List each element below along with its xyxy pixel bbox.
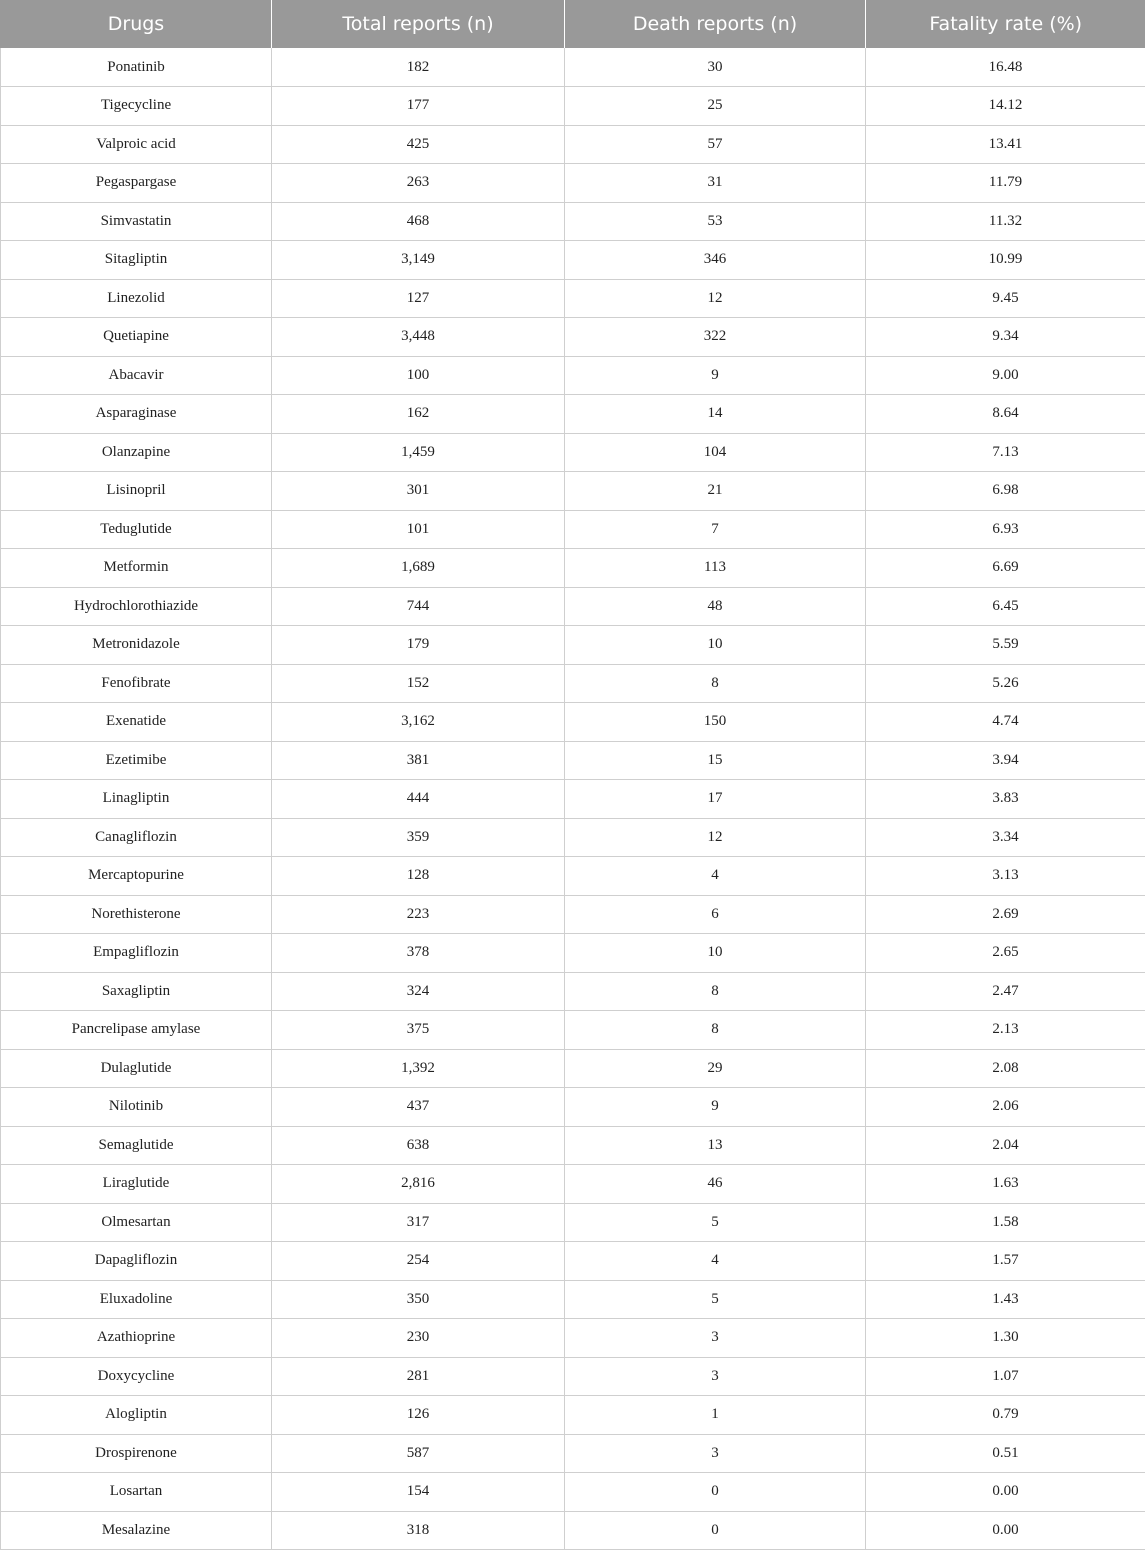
cell-death-reports: 322: [565, 318, 866, 357]
cell-drug-name: Pegaspargase: [1, 164, 272, 203]
cell-fatality-rate: 5.59: [866, 626, 1145, 665]
cell-death-reports: 6: [565, 895, 866, 934]
table-body: [1, 48, 1145, 1550]
cell-total-reports: 126: [272, 1396, 565, 1435]
cell-total-reports: 263: [272, 164, 565, 203]
cell-fatality-rate: 5.26: [866, 664, 1145, 703]
cell-total-reports: 359: [272, 818, 565, 857]
cell-fatality-rate: 9.45: [866, 279, 1145, 318]
cell-drug-name: Liraglutide: [1, 1165, 272, 1204]
cell-death-reports: 31: [565, 164, 866, 203]
cell-death-reports: 346: [565, 241, 866, 280]
table-row: [1, 818, 1145, 857]
table-row: [1, 164, 1145, 203]
table-row: [1, 1126, 1145, 1165]
cell-drug-name: Dulaglutide: [1, 1049, 272, 1088]
cell-total-reports: 223: [272, 895, 565, 934]
cell-fatality-rate: 13.41: [866, 125, 1145, 164]
cell-death-reports: 104: [565, 433, 866, 472]
table-header: [1, 0, 1145, 48]
table-row: [1, 626, 1145, 665]
cell-total-reports: 128: [272, 857, 565, 896]
header-row: [1, 0, 1145, 48]
cell-fatality-rate: 4.74: [866, 703, 1145, 742]
cell-fatality-rate: 2.04: [866, 1126, 1145, 1165]
cell-total-reports: 1,459: [272, 433, 565, 472]
table-row: [1, 1473, 1145, 1512]
cell-drug-name: Linagliptin: [1, 780, 272, 819]
cell-death-reports: 53: [565, 202, 866, 241]
cell-death-reports: 5: [565, 1280, 866, 1319]
table-row: [1, 664, 1145, 703]
cell-total-reports: 350: [272, 1280, 565, 1319]
cell-total-reports: 744: [272, 587, 565, 626]
table-row: [1, 1049, 1145, 1088]
cell-death-reports: 8: [565, 664, 866, 703]
cell-total-reports: 587: [272, 1434, 565, 1473]
table-row: [1, 1396, 1145, 1435]
cell-death-reports: 8: [565, 972, 866, 1011]
table-row: [1, 1357, 1145, 1396]
table-row: [1, 472, 1145, 511]
header-drugs: Drugs: [1, 0, 272, 48]
cell-total-reports: 437: [272, 1088, 565, 1127]
cell-fatality-rate: 2.47: [866, 972, 1145, 1011]
cell-drug-name: Metronidazole: [1, 626, 272, 665]
cell-fatality-rate: 6.98: [866, 472, 1145, 511]
cell-total-reports: 3,162: [272, 703, 565, 742]
cell-drug-name: Nilotinib: [1, 1088, 272, 1127]
cell-total-reports: 375: [272, 1011, 565, 1050]
cell-fatality-rate: 1.63: [866, 1165, 1145, 1204]
cell-total-reports: 101: [272, 510, 565, 549]
cell-fatality-rate: 11.32: [866, 202, 1145, 241]
cell-total-reports: 638: [272, 1126, 565, 1165]
cell-fatality-rate: 2.65: [866, 934, 1145, 973]
cell-total-reports: 127: [272, 279, 565, 318]
cell-drug-name: Linezolid: [1, 279, 272, 318]
cell-total-reports: 2,816: [272, 1165, 565, 1204]
table-row: [1, 1088, 1145, 1127]
cell-drug-name: Asparaginase: [1, 395, 272, 434]
cell-death-reports: 12: [565, 279, 866, 318]
cell-fatality-rate: 1.57: [866, 1242, 1145, 1281]
cell-death-reports: 13: [565, 1126, 866, 1165]
cell-drug-name: Simvastatin: [1, 202, 272, 241]
cell-death-reports: 17: [565, 780, 866, 819]
cell-drug-name: Doxycycline: [1, 1357, 272, 1396]
table-row: [1, 1011, 1145, 1050]
cell-fatality-rate: 3.34: [866, 818, 1145, 857]
table-row: [1, 395, 1145, 434]
table-row: [1, 1165, 1145, 1204]
cell-fatality-rate: 0.51: [866, 1434, 1145, 1473]
header-fatality-rate: Fatality rate (%): [866, 0, 1145, 48]
table-row: [1, 202, 1145, 241]
cell-death-reports: 15: [565, 741, 866, 780]
cell-drug-name: Exenatide: [1, 703, 272, 742]
cell-fatality-rate: 10.99: [866, 241, 1145, 280]
cell-fatality-rate: 16.48: [866, 48, 1145, 87]
cell-death-reports: 3: [565, 1357, 866, 1396]
table-row: [1, 433, 1145, 472]
cell-fatality-rate: 2.06: [866, 1088, 1145, 1127]
cell-death-reports: 8: [565, 1011, 866, 1050]
cell-fatality-rate: 1.30: [866, 1319, 1145, 1358]
cell-total-reports: 324: [272, 972, 565, 1011]
cell-fatality-rate: 2.08: [866, 1049, 1145, 1088]
table-row: [1, 1280, 1145, 1319]
cell-death-reports: 14: [565, 395, 866, 434]
cell-fatality-rate: 2.69: [866, 895, 1145, 934]
cell-drug-name: Sitagliptin: [1, 241, 272, 280]
table-row: [1, 857, 1145, 896]
cell-death-reports: 0: [565, 1473, 866, 1512]
cell-total-reports: 152: [272, 664, 565, 703]
cell-fatality-rate: 6.45: [866, 587, 1145, 626]
cell-death-reports: 0: [565, 1511, 866, 1550]
cell-fatality-rate: 6.69: [866, 549, 1145, 588]
cell-drug-name: Olanzapine: [1, 433, 272, 472]
header-total-reports: Total reports (n): [272, 0, 565, 48]
cell-total-reports: 281: [272, 1357, 565, 1396]
table-row: [1, 1511, 1145, 1550]
cell-death-reports: 3: [565, 1434, 866, 1473]
cell-drug-name: Olmesartan: [1, 1203, 272, 1242]
table-row: [1, 356, 1145, 395]
cell-drug-name: Drospirenone: [1, 1434, 272, 1473]
cell-total-reports: 378: [272, 934, 565, 973]
cell-total-reports: 230: [272, 1319, 565, 1358]
cell-death-reports: 5: [565, 1203, 866, 1242]
cell-drug-name: Semaglutide: [1, 1126, 272, 1165]
cell-drug-name: Mesalazine: [1, 1511, 272, 1550]
cell-fatality-rate: 11.79: [866, 164, 1145, 203]
cell-total-reports: 318: [272, 1511, 565, 1550]
cell-drug-name: Eluxadoline: [1, 1280, 272, 1319]
table-row: [1, 87, 1145, 126]
table-row: [1, 587, 1145, 626]
cell-death-reports: 9: [565, 356, 866, 395]
cell-fatality-rate: 9.34: [866, 318, 1145, 357]
cell-total-reports: 254: [272, 1242, 565, 1281]
table-row: [1, 972, 1145, 1011]
cell-death-reports: 113: [565, 549, 866, 588]
cell-drug-name: Alogliptin: [1, 1396, 272, 1435]
cell-death-reports: 10: [565, 934, 866, 973]
cell-drug-name: Losartan: [1, 1473, 272, 1512]
cell-death-reports: 10: [565, 626, 866, 665]
cell-drug-name: Dapagliflozin: [1, 1242, 272, 1281]
cell-total-reports: 1,689: [272, 549, 565, 588]
table-row: [1, 1434, 1145, 1473]
cell-drug-name: Quetiapine: [1, 318, 272, 357]
cell-fatality-rate: 6.93: [866, 510, 1145, 549]
cell-total-reports: 468: [272, 202, 565, 241]
cell-death-reports: 4: [565, 857, 866, 896]
cell-drug-name: Empagliflozin: [1, 934, 272, 973]
table-row: [1, 318, 1145, 357]
cell-drug-name: Hydrochlorothiazide: [1, 587, 272, 626]
table-row: [1, 125, 1145, 164]
table-row: [1, 279, 1145, 318]
cell-total-reports: 425: [272, 125, 565, 164]
cell-fatality-rate: 0.00: [866, 1473, 1145, 1512]
cell-fatality-rate: 1.07: [866, 1357, 1145, 1396]
cell-total-reports: 444: [272, 780, 565, 819]
table-row: [1, 1319, 1145, 1358]
cell-drug-name: Lisinopril: [1, 472, 272, 511]
cell-death-reports: 46: [565, 1165, 866, 1204]
cell-death-reports: 21: [565, 472, 866, 511]
cell-death-reports: 29: [565, 1049, 866, 1088]
cell-fatality-rate: 3.94: [866, 741, 1145, 780]
cell-total-reports: 182: [272, 48, 565, 87]
cell-death-reports: 7: [565, 510, 866, 549]
cell-total-reports: 381: [272, 741, 565, 780]
table-row: [1, 510, 1145, 549]
cell-total-reports: 162: [272, 395, 565, 434]
cell-total-reports: 317: [272, 1203, 565, 1242]
cell-total-reports: 177: [272, 87, 565, 126]
table-row: [1, 703, 1145, 742]
cell-drug-name: Canagliflozin: [1, 818, 272, 857]
table-row: [1, 241, 1145, 280]
cell-drug-name: Norethisterone: [1, 895, 272, 934]
cell-fatality-rate: 14.12: [866, 87, 1145, 126]
cell-fatality-rate: 3.13: [866, 857, 1145, 896]
cell-fatality-rate: 0.00: [866, 1511, 1145, 1550]
cell-drug-name: Ezetimibe: [1, 741, 272, 780]
cell-drug-name: Pancrelipase amylase: [1, 1011, 272, 1050]
cell-death-reports: 57: [565, 125, 866, 164]
cell-drug-name: Mercaptopurine: [1, 857, 272, 896]
cell-fatality-rate: 0.79: [866, 1396, 1145, 1435]
cell-total-reports: 301: [272, 472, 565, 511]
cell-total-reports: 154: [272, 1473, 565, 1512]
table-row: [1, 1203, 1145, 1242]
cell-death-reports: 48: [565, 587, 866, 626]
cell-death-reports: 3: [565, 1319, 866, 1358]
cell-fatality-rate: 1.58: [866, 1203, 1145, 1242]
cell-death-reports: 4: [565, 1242, 866, 1281]
cell-death-reports: 1: [565, 1396, 866, 1435]
table-row: [1, 48, 1145, 87]
cell-death-reports: 25: [565, 87, 866, 126]
cell-fatality-rate: 2.13: [866, 1011, 1145, 1050]
table-row: [1, 934, 1145, 973]
cell-drug-name: Metformin: [1, 549, 272, 588]
cell-drug-name: Abacavir: [1, 356, 272, 395]
cell-total-reports: 179: [272, 626, 565, 665]
cell-total-reports: 3,448: [272, 318, 565, 357]
cell-death-reports: 12: [565, 818, 866, 857]
cell-drug-name: Ponatinib: [1, 48, 272, 87]
cell-death-reports: 9: [565, 1088, 866, 1127]
cell-drug-name: Saxagliptin: [1, 972, 272, 1011]
cell-fatality-rate: 7.13: [866, 433, 1145, 472]
table-row: [1, 549, 1145, 588]
table-row: [1, 1242, 1145, 1281]
cell-total-reports: 100: [272, 356, 565, 395]
cell-drug-name: Fenofibrate: [1, 664, 272, 703]
header-death-reports: Death reports (n): [565, 0, 866, 48]
cell-fatality-rate: 8.64: [866, 395, 1145, 434]
cell-total-reports: 1,392: [272, 1049, 565, 1088]
cell-fatality-rate: 9.00: [866, 356, 1145, 395]
cell-death-reports: 30: [565, 48, 866, 87]
cell-fatality-rate: 3.83: [866, 780, 1145, 819]
cell-drug-name: Azathioprine: [1, 1319, 272, 1358]
cell-drug-name: Tigecycline: [1, 87, 272, 126]
cell-total-reports: 3,149: [272, 241, 565, 280]
table-row: [1, 780, 1145, 819]
cell-fatality-rate: 1.43: [866, 1280, 1145, 1319]
cell-drug-name: Teduglutide: [1, 510, 272, 549]
cell-drug-name: Valproic acid: [1, 125, 272, 164]
cell-death-reports: 150: [565, 703, 866, 742]
table-row: [1, 741, 1145, 780]
table-row: [1, 895, 1145, 934]
